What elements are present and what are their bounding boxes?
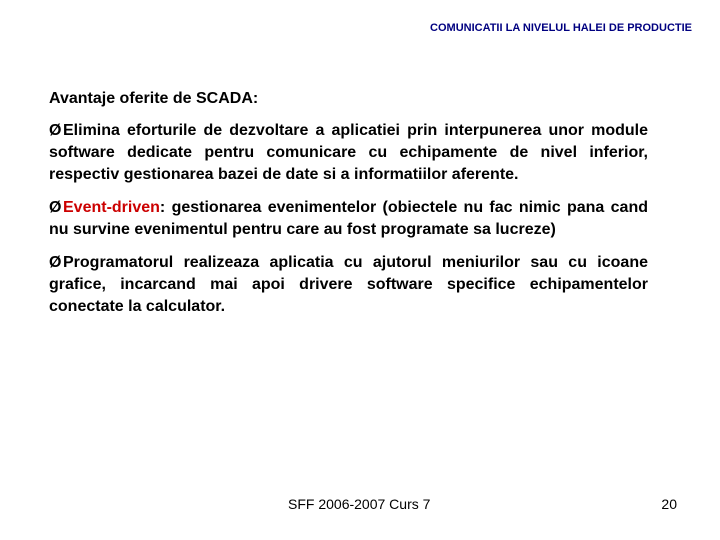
bullet-item-3: [49, 252, 648, 318]
slide-content: [49, 88, 648, 329]
page-number: 20: [661, 496, 677, 512]
bullet-text: Elimina eforturile de dezvoltare a aplicatiei prin interpunerea unor module software dedicate pentru comunicare cu echipamente de nivel inferior, respectiv gestionarea bazei de date si a informatiilor aferente.: [49, 122, 648, 183]
bullet-highlight-term: Event-driven: [63, 199, 160, 216]
arrow-right-icon: Ø: [49, 122, 62, 139]
bullet-text: : gestionarea evenimentelor (obiectele nu fac nimic pana cand nu survine evenimentul pentru care au fost programate sa lucreze): [49, 199, 648, 238]
bullet-item-1: [49, 120, 648, 186]
slide-header-title: COMUNICATII LA NIVELUL HALEI DE PRODUCTIE: [430, 22, 692, 34]
bullet-item-2: [49, 197, 648, 241]
slide-subtitle: Avantaje oferite de SCADA:: [49, 90, 259, 107]
arrow-right-icon: Ø: [49, 199, 62, 216]
bullet-text: Programatorul realizeaza aplicatia cu ajutorul meniurilor sau cu icoane grafice, incarcand mai apoi drivere software specifice echipamentelor conectate la calculator.: [49, 254, 648, 315]
arrow-right-icon: Ø: [49, 254, 62, 271]
slide-footer: SFF 2006-2007 Curs 7: [288, 496, 431, 512]
